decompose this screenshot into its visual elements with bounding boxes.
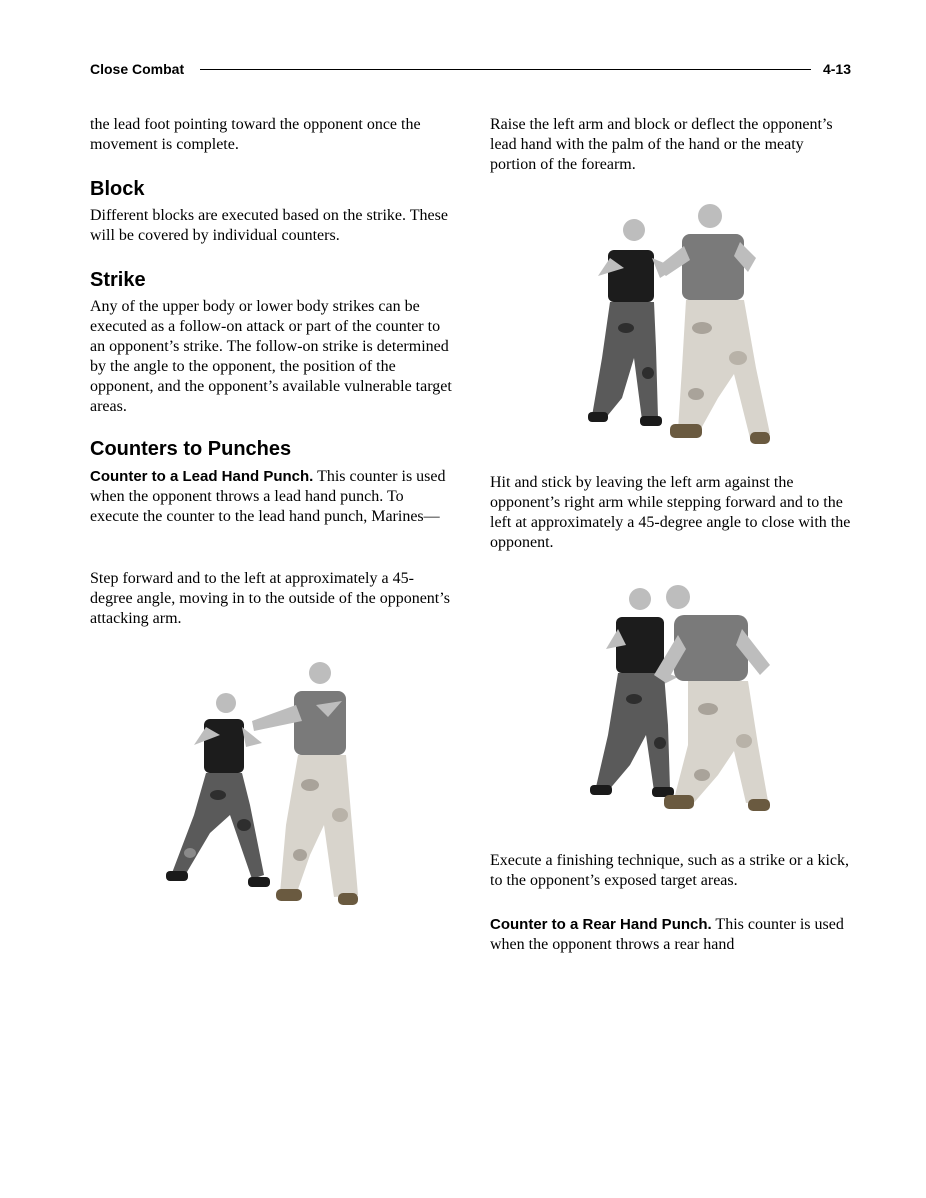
raise-paragraph: Raise the left arm and block or deflect the opponent’s lead hand with the palm of the hand or the meaty portion of the forearm. [490,116,833,173]
lead-hand-paragraph [90,467,452,527]
strike-heading: Strike [90,269,146,291]
finish-paragraph: Execute a finishing technique, such as a strike or a kick, to the opponent’s exposed target areas. [490,852,849,889]
running-header [90,59,851,79]
rear-hand-text: This counter is used when the opponent throws a rear hand [490,916,844,953]
intro-paragraph: the lead foot pointing toward the opponent once the movement is complete. [90,116,421,153]
header-rule [200,69,811,70]
photo-lead-hand-punch [160,655,365,910]
defender-figure [588,219,676,426]
chapter-title: Close Combat [90,59,192,79]
attacker-figure [654,585,770,811]
rear-hand-paragraph [490,915,852,955]
lead-hand-title: Counter to a Lead Hand Punch. [90,468,314,485]
hit-paragraph: Hit and stick by leaving the left arm against the opponent’s right arm while stepping forward and to the left at approximately a 45-degree angle to close with the opponent. [490,474,851,551]
block-heading: Block [90,178,145,200]
rear-hand-title: Counter to a Rear Hand Punch. [490,916,712,933]
lead-hand-text: This counter is used when the opponent throws a lead hand punch. To execute the counter to the lead hand punch, Marines— [90,468,446,525]
attacker-figure [656,204,770,444]
defender-figure [590,588,678,797]
counters-heading: Counters to Punches [90,438,292,460]
page-number: 4-13 [822,61,851,77]
photo-block [578,198,778,448]
strike-paragraph: Any of the upper body or lower body strikes can be executed as a follow-on attack or part of the counter to an opponent’s strike. The follow-on strike is determined by the angle to the opponent, the position of the opponent, and the opponent’s available vulnerable target areas. [90,298,452,415]
attacker-figure [252,662,358,905]
photo-hit-and-stick [578,575,788,820]
block-paragraph: Different blocks are executed based on the strike. These will be covered by individual counters. [90,207,448,244]
step-paragraph: Step forward and to the left at approximately a 45-degree angle, moving in to the outside of the opponent’s attacking arm. [90,570,450,627]
